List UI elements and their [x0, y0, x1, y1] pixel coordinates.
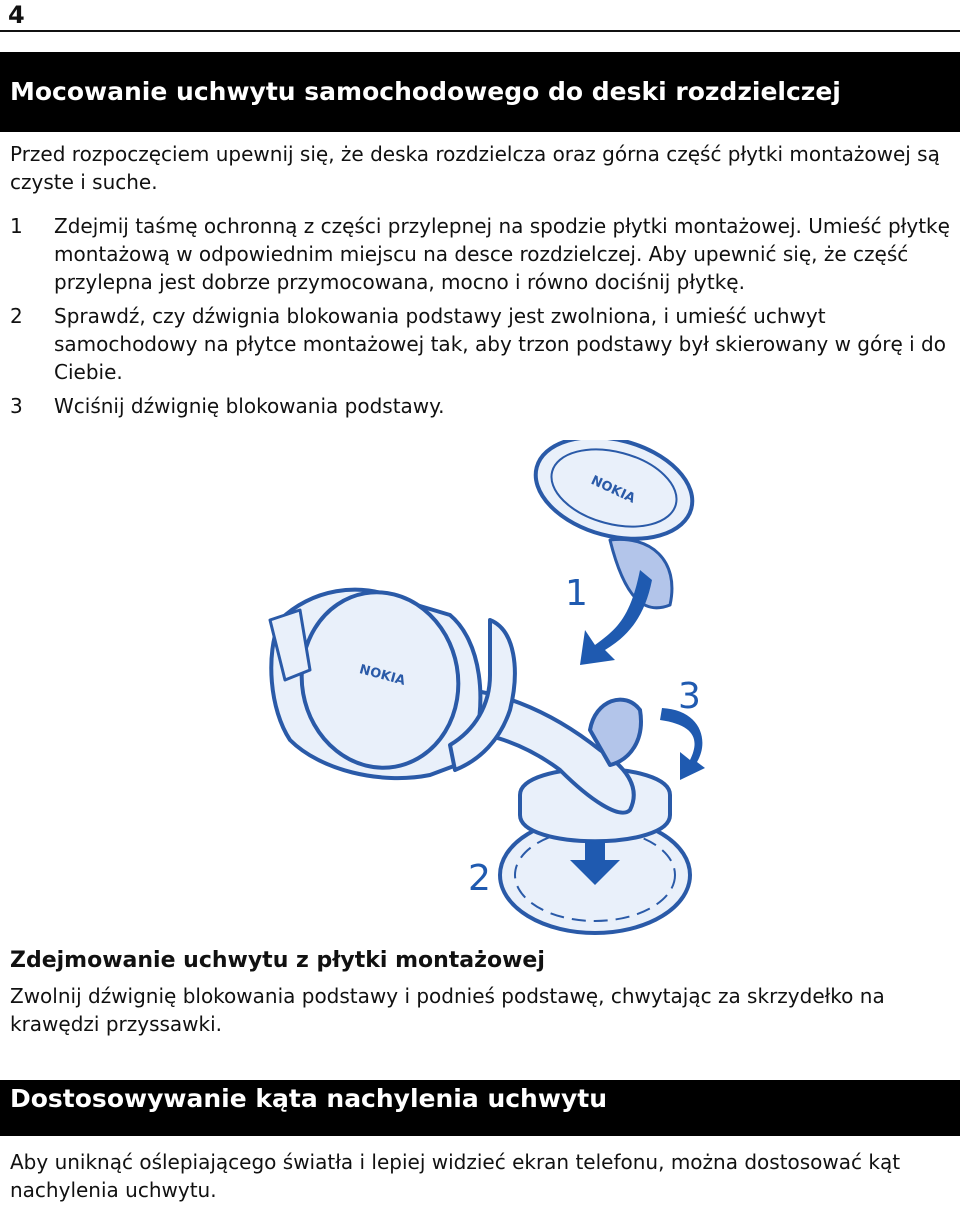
removing-paragraph: Zwolnij dźwignię blokowania podstawy i podnieś podstawę, chwytając za skrzydełko na krawędzi przyssawki.	[10, 984, 885, 1036]
car-holder-illustration	[250, 440, 960, 940]
callout-1: 1	[565, 573, 588, 614]
cradle-brand-text: NOKIA	[357, 662, 407, 689]
step-number: 2	[10, 304, 23, 328]
step-text: Zdejmij taśmę ochronną z części przylepnej na spodzie płytki montażowej. Umieść płytkę montażową w odpowiednim miejscu na desce rozdzielczej. Aby upewnić się, że część przylepna jest dobrze przymocowana, mocno i równo dociśnij płytkę.	[54, 214, 950, 294]
callout-3: 3	[678, 676, 701, 717]
step-item	[10, 392, 955, 420]
angle-paragraph: Aby uniknąć oślepiającego światła i lepiej widzieć ekran telefonu, można dostosować kąt nachylenia uchwytu.	[10, 1150, 901, 1202]
section-title-removing: Zdejmowanie uchwytu z płytki montażowej	[10, 948, 545, 973]
step-text: Wciśnij dźwignię blokowania podstawy.	[54, 394, 445, 418]
callout-2: 2	[468, 858, 491, 899]
step-number: 3	[10, 394, 23, 418]
step-item	[10, 302, 955, 386]
section-title-mounting: Mocowanie uchwytu samochodowego do deski rozdzielczej	[0, 52, 960, 132]
step-number: 1	[10, 214, 23, 238]
steps-list	[10, 212, 955, 426]
arrow-step-3	[660, 708, 705, 780]
plate-brand-text: NOKIA	[588, 473, 638, 507]
intro-paragraph: Przed rozpoczęciem upewnij się, że deska rozdzielcza oraz górna część płytki montażowej są czyste i suche.	[10, 142, 940, 194]
page-number: 4	[8, 1, 25, 29]
step-text: Sprawdź, czy dźwignia blokowania podstawy jest zwolniona, i umieść uchwyt samochodowy na płytce montażowej tak, aby trzon podstawy był skierowany w górę i do Ciebie.	[54, 304, 946, 384]
top-rule	[0, 30, 960, 32]
step-item	[10, 212, 955, 296]
mounting-plate	[524, 440, 703, 608]
section-title-angle: Dostosowywanie kąta nachylenia uchwytu	[0, 1080, 960, 1136]
arrow-step-1	[580, 570, 652, 665]
